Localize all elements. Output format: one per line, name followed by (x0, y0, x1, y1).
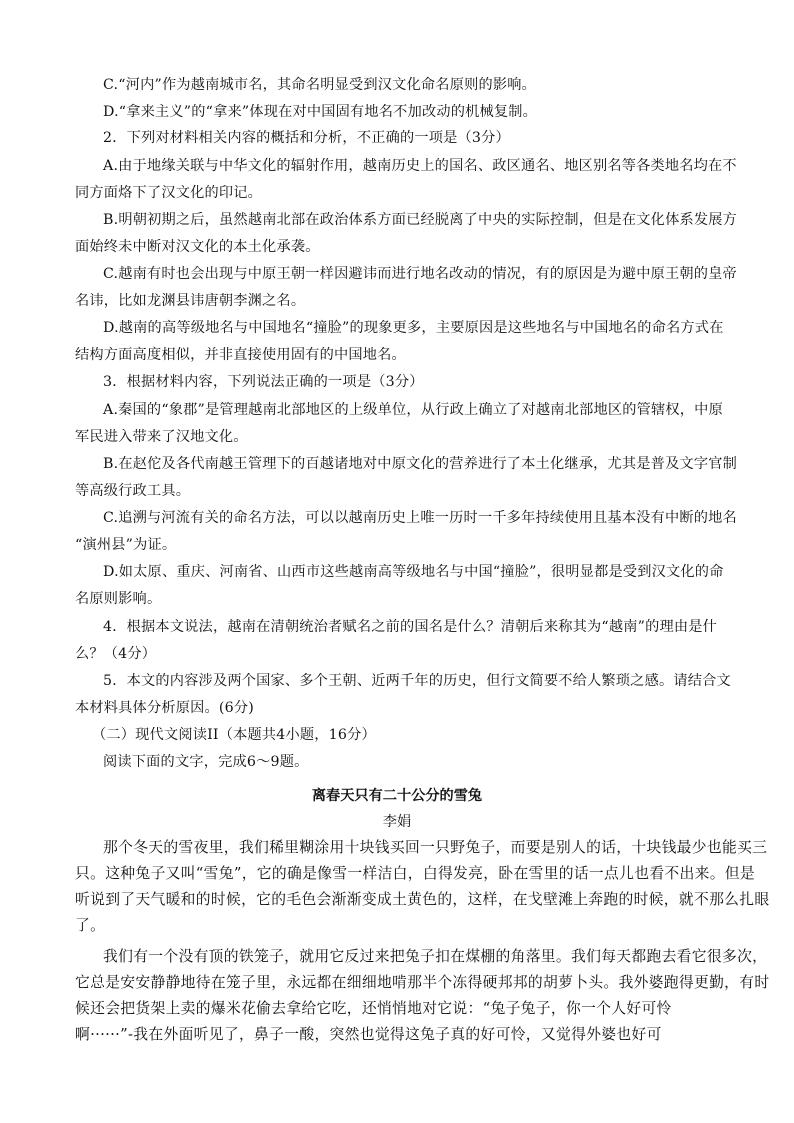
q3-option-a-line1: A.秦国的“象郡”是管理越南北部地区的上级单位，从行政上确立了对越南北部地区的管辖权，中原 (103, 402, 723, 418)
q2-option-a-line1: A.由于地缘关联与中华文化的辐射作用，越南历史上的国名、政区通名、地区别名等各类地名均在不 (103, 158, 737, 174)
q4-line1: 4．根据本文说法，越南在清朝统治者赋名之前的国名是什么？清朝后来称其为“越南”的理由是什 (103, 619, 718, 635)
q2-option-d-line1: D.越南的高等级地名与中国地名“撞脸”的现象更多，主要原因是这些地名与中国地名的命名方式在 (103, 320, 724, 336)
q2-option-a-line2: 同方面烙下了汉文化的印记。 (75, 185, 263, 201)
paragraph-1-line3: 听说到了天气暖和的时候，它的毛色会渐渐变成土黄色的，这样，在戈壁滩上奔跑的时候，就不那么扎眼 (75, 891, 770, 908)
q1-option-c: C.“河内”作为越南城市名，其命名明显受到汉文化命名原则的影响。 (103, 77, 537, 93)
q3-option-d-line1: D.如太原、重庆、河南省、山西市这些越南高等级地名与中国“撞脸”，很明显都是受到汉文化的命 (103, 564, 724, 580)
q2-stem: 2．下列对材料相关内容的概括和分析，不正确的一项是（3分） (103, 130, 510, 146)
q4-line2: 么？（4分） (75, 646, 157, 662)
q3-stem: 3．根据材料内容，下列说法正确的一项是（3分） (103, 374, 424, 390)
q3-option-d-line2: 名原则影响。 (75, 591, 162, 607)
paragraph-2-line2: 它总是安安静静地待在笼子里，永远都在细细地啃那半个冻得硬邦邦的胡萝卜头。我外婆跑得更勤，有时 (75, 974, 770, 991)
article-author: 李娟 (382, 814, 412, 830)
q2-option-b-line2: 面始终未中断对汉文化的本土化承袭。 (75, 239, 320, 255)
section-heading: （二）现代文阅读II（本题共4小题，16分） (92, 727, 376, 743)
q2-option-c-line2: 名讳，比如龙渊县讳唐朝李渊之名。 (75, 293, 306, 309)
paragraph-1-line1: 那个冬天的雪夜里，我们稀里糊涂用十块钱买回一只野兔子，而要是别人的话，十块钱最少也能买三 (103, 839, 768, 856)
q5-line1: 5．本文的内容涉及两个国家、多个王朝、近两千年的历史，但行文简要不给人繁琐之感。请结合文 (103, 673, 731, 689)
paragraph-1-line2: 只。这种兔子又叫“雪兔”，它的确是像雪一样洁白，白得发亮，卧在雪里的话一点儿也看不出来。但是 (75, 865, 755, 882)
q2-option-b-line1: B.明朝初期之后，虽然越南北部在政治体系方面已经脱离了中央的实际控制，但是在文化体系发展方 (103, 212, 738, 228)
q2-option-c-line1: C.越南有时也会出现与中原王朝一样因避讳而进行地名改动的情况，有的原因是为避中原王朝的皇帝 (103, 266, 737, 282)
paragraph-2-line1: 我们有一个没有顶的铁笼子，就用它反过来把兔子扣在煤棚的角落里。我们每天都跑去看它很多次， (103, 948, 768, 965)
article-title: 离春天只有二十公分的雪兔 (311, 788, 483, 804)
q3-option-b-line2: 等高级行政工具。 (75, 483, 191, 499)
q2-option-d-line2: 结构方面高度相似，并非直接使用固有的中国地名。 (75, 347, 406, 363)
q1-option-d: D.“拿来主义”的“拿来”体现在对中国固有地名不加改动的机械复制。 (103, 104, 538, 120)
q3-option-c-line2: “演州县”为证。 (75, 537, 177, 553)
q3-option-b-line1: B.在赵佗及各代南越王管理下的百越诸地对中原文化的营养进行了本土化继承，尤其是普及文字官制 (103, 456, 738, 472)
q3-option-c-line1: C.追溯与河流有关的命名方法，可以以越南历史上唯一历时一千多年持续使用且基本没有中断的地名 (103, 510, 737, 526)
paragraph-2-line3: 候还会把货架上卖的爆米花偷去拿给它吃，还悄悄地对它说：“兔子兔子，你一个人好可怜 (75, 1000, 672, 1017)
section-instruction: 阅读下面的文字，完成6～9题。 (103, 754, 309, 770)
q3-option-a-line2: 军民进入带来了汉地文化。 (75, 429, 248, 445)
paragraph-2-line4: 啊······”-我在外面听见了，鼻子一酸，突然也觉得这兔子真的好可怜，又觉得外婆也好可 (75, 1026, 662, 1043)
paragraph-1-line4: 了。 (75, 917, 106, 934)
q5-line2: 本材料具体分析原因。(6分) (75, 700, 254, 716)
